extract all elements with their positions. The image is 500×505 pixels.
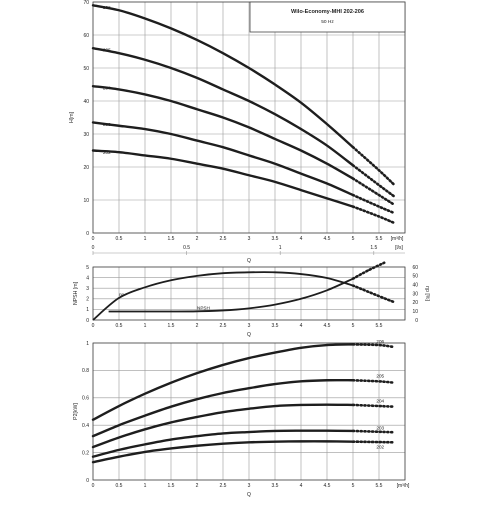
npsh-curve-ext-1 xyxy=(353,263,384,279)
chart-subtitle: 50 Hz xyxy=(321,20,334,25)
npsh-xtick-1: 0.5 xyxy=(115,323,123,329)
power-xtick-9: 4.5 xyxy=(323,483,331,489)
head-xtick-4: 2 xyxy=(195,236,199,242)
head-ylabel: H[m] xyxy=(69,112,75,123)
power-ytick-4: 0.8 xyxy=(82,368,89,375)
npsh-ylabel: NPSH [m] xyxy=(73,281,79,306)
power-xlabel: Q xyxy=(247,492,251,498)
power-curve-ext-3 xyxy=(353,431,395,432)
npsh-ytick-0: 0 xyxy=(86,317,89,324)
power-ytick-2: 0.4 xyxy=(82,423,89,429)
chart-title: Wilo-Economy-MHI 202-206 xyxy=(291,9,364,15)
power-xtick-4: 2 xyxy=(195,483,199,489)
head-ytick-6: 60 xyxy=(83,32,89,39)
npsh-xtick-11: 5.5 xyxy=(375,323,383,329)
head-ytick-4: 40 xyxy=(83,98,89,105)
power-curve-label-1: 205 xyxy=(376,373,385,379)
power-ylabel: P2[kW] xyxy=(73,403,79,420)
power-curve-label-3: 203 xyxy=(376,425,385,431)
title-box xyxy=(250,2,405,32)
head-xtick-3: 1.5 xyxy=(167,236,175,242)
head-ytick-3: 30 xyxy=(83,131,89,138)
power-curve-ext-1 xyxy=(353,380,395,382)
npsh-xtick-4: 2 xyxy=(195,323,199,329)
head-curve-label-0: 206 xyxy=(103,4,111,10)
head-curve-label-4: 202 xyxy=(103,150,111,155)
npsh-ytick-right-2: 20 xyxy=(412,300,418,307)
head-curve-label-2: 204 xyxy=(103,85,111,91)
npsh-xtick-10: 5 xyxy=(351,323,355,329)
npsh-ytick-4: 4 xyxy=(86,275,89,282)
head-xtick-10: 5 xyxy=(351,236,355,242)
npsh-xtick-7: 3.5 xyxy=(271,323,279,329)
npsh-xtick-8: 4 xyxy=(299,323,303,329)
npsh-ytick-5: 5 xyxy=(86,264,89,271)
power-xtick-1: 0.5 xyxy=(115,483,123,489)
power-xtick-0: 0 xyxy=(91,483,95,489)
head-xtick-2: 1 xyxy=(143,236,147,242)
head-xtick-1: 0.5 xyxy=(115,236,123,242)
head-curve-ext-3 xyxy=(353,195,395,213)
head-alt-unit: [l/s] xyxy=(395,245,403,251)
npsh-ytick-right-4: 40 xyxy=(412,282,418,289)
power-xtick-10: 5 xyxy=(351,483,355,489)
power-curve-label-2: 204 xyxy=(376,398,385,404)
npsh-xtick-0: 0 xyxy=(91,323,95,329)
power-xtick-8: 4 xyxy=(299,483,303,489)
head-alt-xtick-3: 1.5 xyxy=(370,245,378,251)
npsh-ytick-right-1: 10 xyxy=(412,308,418,315)
npsh-ytick-2: 2 xyxy=(86,296,89,303)
power-xtick-11: 5.5 xyxy=(375,483,383,489)
power-ytick-0: 0 xyxy=(86,477,89,484)
head-xtick-11: 5.5 xyxy=(375,236,383,242)
npsh-label-eta: ηp xyxy=(119,291,125,297)
npsh-ytick-right-5: 50 xyxy=(412,273,418,280)
npsh-xtick-5: 2.5 xyxy=(219,323,227,329)
head-xlabel: Q xyxy=(247,258,251,264)
head-alt-xtick-1: 0.5 xyxy=(183,245,191,251)
head-curve-ext-0 xyxy=(353,147,395,185)
power-xtick-3: 1.5 xyxy=(167,483,175,489)
head-alt-xtick-0: 0 xyxy=(91,245,95,251)
npsh-xlabel: Q xyxy=(247,332,251,338)
power-xtick-2: 1 xyxy=(143,483,147,489)
head-ytick-0: 0 xyxy=(86,230,89,237)
head-xtick-8: 4 xyxy=(299,236,303,242)
npsh-xtick-3: 1.5 xyxy=(167,323,175,329)
npsh-xtick-6: 3 xyxy=(247,323,251,329)
power-xtick-6: 3 xyxy=(247,483,251,489)
head-xtick-5: 2.5 xyxy=(219,236,227,242)
power-curve-label-4: 202 xyxy=(376,444,385,450)
head-xtick-9: 4.5 xyxy=(323,236,331,242)
head-ytick-1: 10 xyxy=(83,197,89,204)
power-curve-ext-2 xyxy=(353,405,395,407)
head-alt-xtick-2: 1 xyxy=(278,245,282,251)
npsh-xtick-2: 1 xyxy=(143,323,147,329)
head-curve-label-1: 205 xyxy=(103,47,111,53)
npsh-label-npsh: NPSH xyxy=(197,305,210,311)
power-curve-label-0: 206 xyxy=(376,339,385,345)
npsh-ytick-1: 1 xyxy=(86,307,89,314)
head-xtick-7: 3.5 xyxy=(271,236,279,242)
head-x-unit: [m³/h] xyxy=(390,236,404,242)
head-ytick-7: 70 xyxy=(83,0,89,6)
npsh-xtick-9: 4.5 xyxy=(323,323,331,329)
head-xtick-6: 3 xyxy=(247,236,251,242)
power-curve-ext-0 xyxy=(353,344,395,347)
power-xtick-7: 3.5 xyxy=(271,483,279,489)
head-ytick-2: 20 xyxy=(83,164,89,171)
npsh-ytick-right-0: 0 xyxy=(415,317,418,324)
head-xtick-0: 0 xyxy=(91,236,95,242)
head-curve-ext-4 xyxy=(353,207,395,224)
npsh-ytick-3: 3 xyxy=(86,286,89,292)
power-curve-ext-4 xyxy=(353,442,395,443)
head-ytick-5: 50 xyxy=(83,65,89,72)
power-ytick-3: 0.6 xyxy=(82,395,89,402)
power-x-unit: [m³/h] xyxy=(396,483,410,489)
npsh-ytick-right-3: 30 xyxy=(412,291,418,298)
power-xtick-5: 2.5 xyxy=(219,483,227,489)
npsh-ylabel-right: ηp [%] xyxy=(424,286,430,301)
head-curve-label-3: 203 xyxy=(103,121,111,127)
npsh-ytick-right-6: 60 xyxy=(412,264,418,271)
power-ytick-1: 0.2 xyxy=(82,450,89,457)
power-ytick-5: 1 xyxy=(86,340,89,347)
